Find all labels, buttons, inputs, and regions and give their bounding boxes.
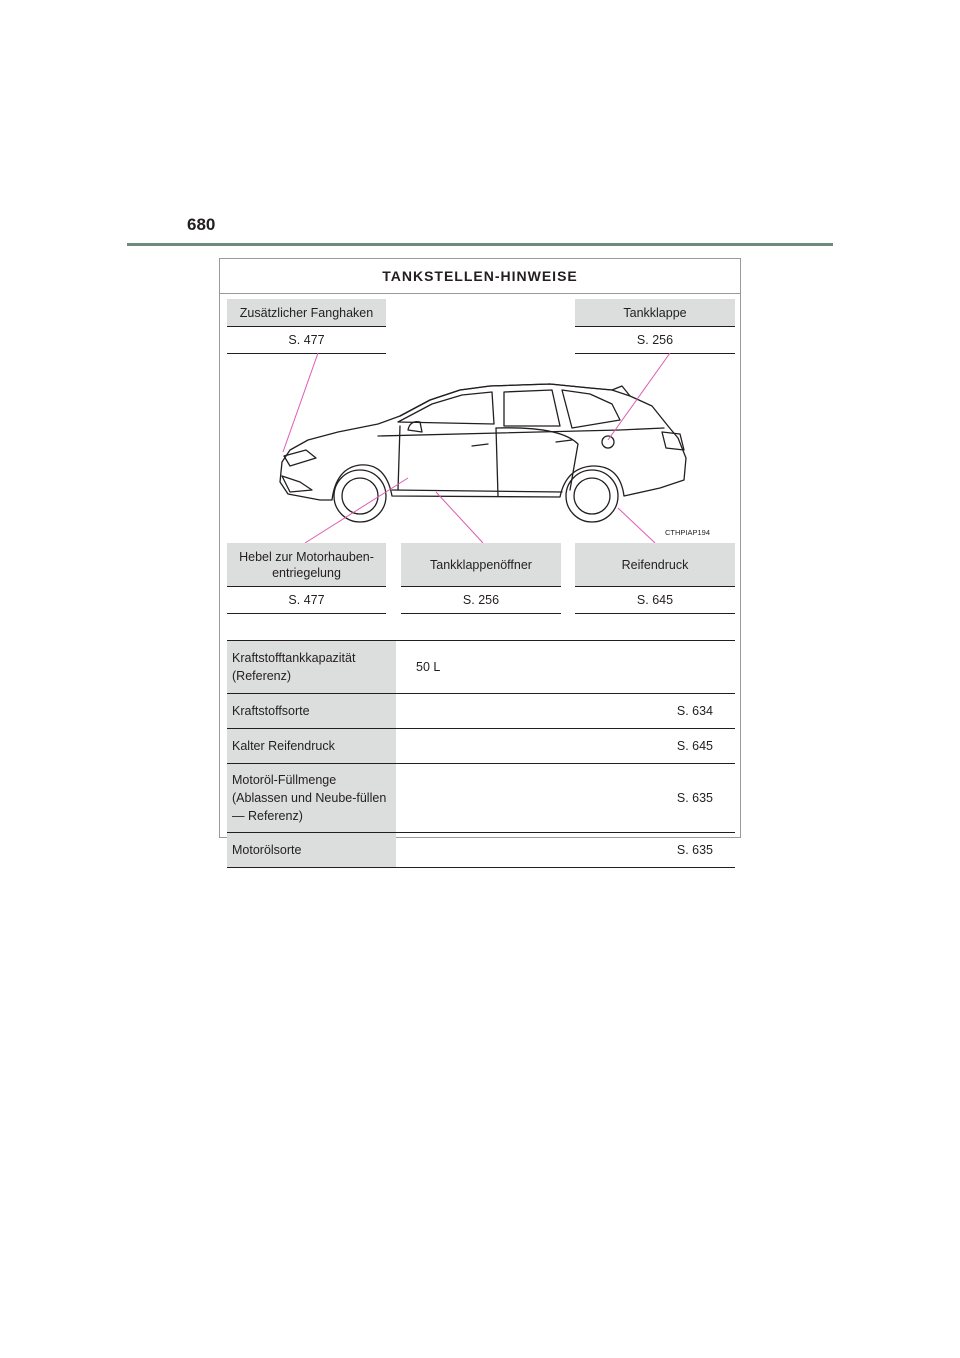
ref-fuel-door: S. 256 <box>575 327 735 354</box>
frame-title: TANKSTELLEN-HINWEISE <box>220 259 740 294</box>
label-extra-hook: Zusätzlicher Fanghaken <box>227 299 386 327</box>
ref-tire-pressure: S. 645 <box>575 587 735 614</box>
label-hood-release: Hebel zur Motorhauben-entriegelung <box>227 543 386 587</box>
spec-value: S. 645 <box>396 729 735 764</box>
page-number: 680 <box>187 215 216 234</box>
table-row <box>227 694 735 729</box>
table-row <box>227 764 735 833</box>
spec-value: 50 L <box>396 641 735 694</box>
table-row <box>227 729 735 764</box>
spec-value: S. 634 <box>396 694 735 729</box>
table-row <box>227 641 735 694</box>
car-side-illustration <box>260 370 700 530</box>
spec-label: Motorölsorte <box>227 833 396 868</box>
spec-table <box>227 640 735 868</box>
spec-value: S. 635 <box>396 764 735 833</box>
spec-value: S. 635 <box>396 833 735 868</box>
table-row <box>227 833 735 868</box>
label-fuel-door: Tankklappe <box>575 299 735 327</box>
spec-label: Kalter Reifendruck <box>227 729 396 764</box>
spec-label: Motoröl-Füllmenge (Ablassen und Neube-füllen — Referenz) <box>227 764 396 833</box>
ref-fuel-door-opener: S. 256 <box>401 587 561 614</box>
spec-label: Kraftstofftankkapazität (Referenz) <box>227 641 396 694</box>
ref-extra-hook: S. 477 <box>227 327 386 354</box>
label-fuel-door-opener: Tankklappenöffner <box>401 543 561 587</box>
image-code: CTHPIAP194 <box>665 528 711 537</box>
header-rule <box>127 243 833 246</box>
ref-hood-release: S. 477 <box>227 587 386 614</box>
label-tire-pressure: Reifendruck <box>575 543 735 587</box>
spec-label: Kraftstoffsorte <box>227 694 396 729</box>
